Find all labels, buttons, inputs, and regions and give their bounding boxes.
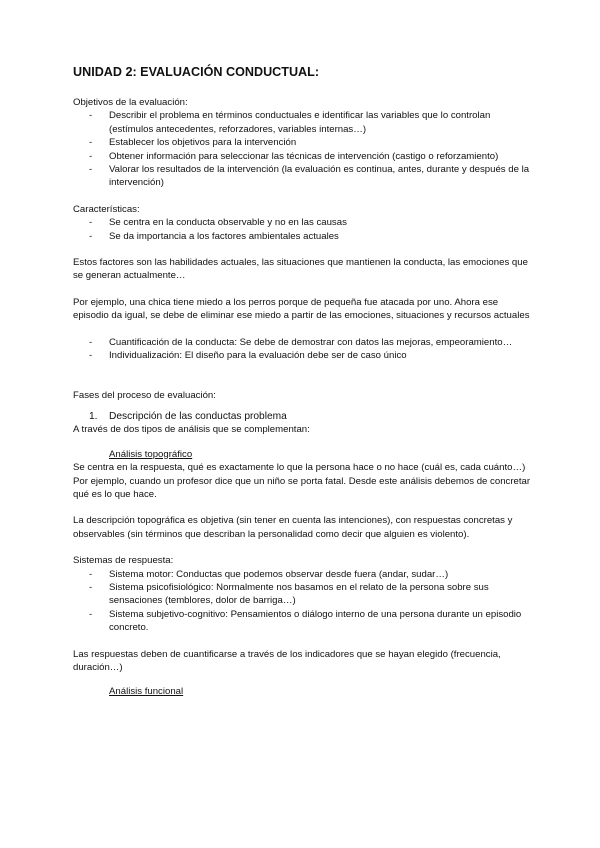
ejemplo-paragraph: Por ejemplo, una chica tiene miedo a los perros porque de pequeña fue atacada por uno. Ahora ese episodio da igual, se debe de eliminar ese miedo a partir de las emociones, situaciones y recursos actuales [73, 296, 530, 322]
list-item: - Establecer los objetivos para la intervención [73, 136, 533, 149]
page-title: UNIDAD 2: EVALUACIÓN CONDUCTUAL: [73, 65, 320, 79]
sistemas-heading: Sistemas de respuesta: [73, 555, 174, 567]
caracteristicas-list [73, 216, 533, 243]
document-page [73, 64, 533, 699]
list-item: - Sistema psicofisiológico: Normalmente nos basamos en el relato de la persona sobre sus sensaciones (temblores, dolor de barriga…) [73, 581, 533, 608]
list-item: - Obtener información para seleccionar las técnicas de intervención (castigo o reforzamiento) [73, 150, 533, 163]
factores-paragraph: Estos factores son las habilidades actuales, las situaciones que mantienen la conducta, las emociones que se generan actualmente… [73, 257, 528, 282]
objetivos-heading: Objetivos de la evaluación: [73, 97, 188, 108]
sistemas-list [73, 568, 533, 635]
fase-step-1 [73, 410, 533, 423]
caracteristicas-heading: Características: [73, 203, 140, 215]
topografico-line-2: Por ejemplo, cuando un profesor dice que un niño se porta fatal. Desde este análisis debemos de concretar qué es lo que hace. [73, 475, 531, 500]
list-item: - Describir el problema en términos conductuales e identificar las variables que lo controlan (estímulos antecedentes, reforzadores, variables internas…) [73, 109, 533, 136]
extra-list [73, 336, 533, 363]
list-item: - Individualización: El diseño para la evaluación debe ser de caso único [73, 349, 533, 362]
funcional-heading: Análisis funcional [109, 686, 184, 698]
cuantificar-paragraph: Las respuestas deben de cuantificarse a través de los indicadores que se hayan elegido (frecuencia, duración…) [73, 648, 501, 673]
topografico-paragraph: La descripción topográfica es objetiva (sin tener en cuenta las intenciones), con respuestas concretas y observables (sin términos que describan la personalidad como decir que alguien es violento). [73, 515, 513, 540]
objetivos-list [73, 109, 533, 189]
step-number: 1. [89, 410, 98, 422]
list-item: - Sistema motor: Conductas que podemos observar desde fuera (andar, sudar…) [73, 568, 533, 581]
step-intro: A través de dos tipos de análisis que se complementan: [73, 424, 310, 436]
list-item: - Valorar los resultados de la intervención (la evaluación es continua, antes, durante y después de la intervención) [73, 163, 533, 190]
list-item: - Sistema subjetivo-cognitivo: Pensamientos o diálogo interno de una persona durante un episodio concreto. [73, 608, 533, 635]
list-item: - Se centra en la conducta observable y no en las causas [73, 216, 533, 229]
topografico-heading: Análisis topográfico [109, 448, 193, 460]
list-item: - Se da importancia a los factores ambientales actuales [73, 230, 533, 243]
step-label: Descripción de las conductas problema [109, 410, 287, 422]
topografico-line-1: Se centra en la respuesta, qué es exactamente lo que la persona hace o no hace (cuál es, cada cuánto…) [73, 462, 526, 474]
list-item: - Cuantificación de la conducta: Se debe de demostrar con datos las mejoras, empeoramiento… [73, 336, 533, 349]
fases-heading: Fases del proceso de evaluación: [73, 389, 216, 401]
